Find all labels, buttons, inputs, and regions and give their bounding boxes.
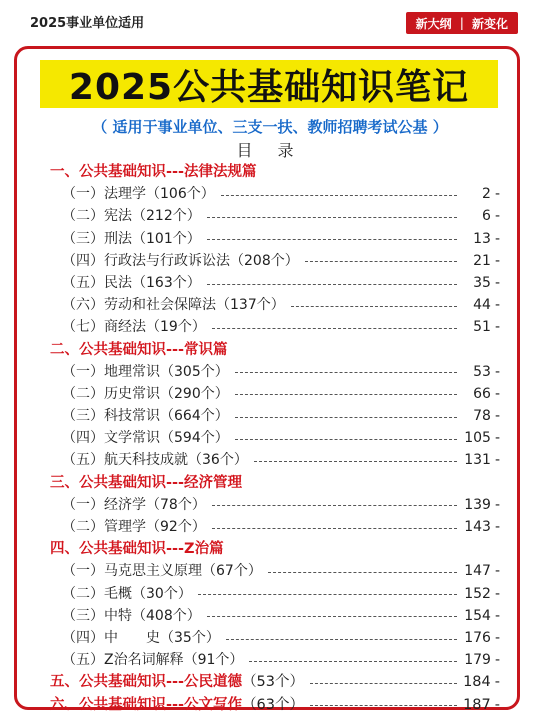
toc-dash: - xyxy=(494,408,500,425)
toc-section-count: （63个） xyxy=(242,696,305,713)
toc-section-title: 一、公共基础知识---法律法规篇 xyxy=(50,164,257,180)
toc-entry-label: （五）Z治名词解释（91个） xyxy=(62,652,244,669)
toc-entry-row xyxy=(50,183,500,205)
toc-entry-row xyxy=(50,205,500,227)
toc-entry-label: （五）航天科技成就（36个） xyxy=(62,452,248,469)
toc-leader xyxy=(235,417,457,418)
toc-entry-row xyxy=(50,583,500,605)
toc-section-row xyxy=(50,161,500,183)
toc-page-number: 66 xyxy=(473,385,491,402)
toc-dash: - xyxy=(494,585,500,602)
toc-dash: - xyxy=(494,274,500,291)
toc-leader xyxy=(207,239,457,240)
toc-entry-label: （二）宪法（212个） xyxy=(62,208,201,225)
toc-page-number: 139 xyxy=(464,496,491,513)
toc-page-number: 154 xyxy=(464,607,491,624)
toc-heading: 目 录 xyxy=(236,141,304,160)
toc-entry-label: （一）经济学（78个） xyxy=(62,496,206,513)
toc-entry-label: （四）中 史（35个） xyxy=(62,629,220,646)
toc-dash: - xyxy=(494,629,500,646)
toc-entry-label: （一）地理常识（305个） xyxy=(62,363,229,380)
toc-leader xyxy=(305,261,457,262)
toc-section-title: 五、公共基础知识---公民道德 xyxy=(50,674,243,691)
toc-dash: - xyxy=(494,452,500,469)
toc-entry-label: （四）文学常识（594个） xyxy=(62,430,229,447)
top-bar-tags xyxy=(406,12,518,34)
toc-entry-label: （二）管理学（92个） xyxy=(62,519,206,535)
toc-page-number: 51 xyxy=(473,319,491,336)
toc-dash: - xyxy=(494,519,500,535)
toc-page-number: 21 xyxy=(473,252,491,269)
toc-section-row xyxy=(50,538,500,560)
toc-entry-label: （六）劳动和社会保障法（137个） xyxy=(62,297,285,314)
toc-entry-row xyxy=(50,649,500,671)
toc-dash: - xyxy=(494,652,500,669)
toc-page-number: 184 xyxy=(463,674,491,691)
toc-leader xyxy=(268,572,457,573)
toc-dash: - xyxy=(494,252,500,269)
toc-entry-row xyxy=(50,228,500,250)
toc-page-number: 6 xyxy=(482,208,491,225)
toc-section-row xyxy=(50,694,500,716)
toc-leader xyxy=(235,439,457,440)
toc-dash: - xyxy=(494,385,500,402)
toc-page-number: 78 xyxy=(473,408,491,425)
table-of-contents xyxy=(50,161,500,716)
toc-dash: - xyxy=(494,674,500,691)
toc-dash: - xyxy=(494,208,500,225)
toc-entry-row xyxy=(50,383,500,405)
toc-section-row xyxy=(50,339,500,361)
toc-section-title: 六、公共基础知识---公文写作 xyxy=(50,696,243,713)
toc-leader xyxy=(212,528,457,529)
toc-leader xyxy=(207,217,457,218)
toc-leader xyxy=(212,505,457,506)
toc-page-number: 179 xyxy=(464,652,491,669)
toc-page-number: 44 xyxy=(473,297,491,314)
toc-entry-label: （四）行政法与行政诉讼法（208个） xyxy=(62,252,299,269)
toc-page-number: 176 xyxy=(464,629,491,646)
toc-page-number: 187 xyxy=(463,696,491,713)
toc-page-number: 35 xyxy=(473,274,491,291)
toc-entry-label: （一）马克思主义原理（67个） xyxy=(62,563,262,580)
toc-page-number: 152 xyxy=(464,585,491,602)
subtitle: （ 适用于事业单位、三支一扶、教师招聘考试公基 ） xyxy=(92,118,448,136)
page-title: 2025公共基础知识笔记 xyxy=(40,60,498,108)
toc-entry-row xyxy=(50,316,500,338)
toc-page-number: 53 xyxy=(473,363,491,380)
toc-page-number: 2 xyxy=(482,186,491,203)
tag-separator: | xyxy=(459,16,464,30)
toc-entry-label: （一）法理学（106个） xyxy=(62,186,215,203)
toc-entry-row xyxy=(50,627,500,649)
tag-new-changes: 新变化 xyxy=(471,16,508,31)
top-bar xyxy=(0,0,540,46)
toc-leader xyxy=(221,195,457,196)
toc-dash: - xyxy=(494,430,500,447)
toc-entry-row xyxy=(50,272,500,294)
toc-entry-row xyxy=(50,560,500,582)
toc-page-number: 131 xyxy=(464,452,491,469)
toc-entry-row xyxy=(50,405,500,427)
toc-section-row xyxy=(50,472,500,494)
toc-leader xyxy=(212,328,457,329)
toc-entry-label: （二）毛概（30个） xyxy=(62,585,192,602)
toc-entry-label: （二）历史常识（290个） xyxy=(62,385,229,402)
toc-leader xyxy=(207,616,457,617)
toc-leader xyxy=(198,594,457,595)
top-bar-title: 2025事业单位适用 xyxy=(30,16,145,31)
toc-dash: - xyxy=(494,496,500,513)
toc-entry-row xyxy=(50,250,500,272)
toc-section-row xyxy=(50,671,500,693)
toc-entry-row xyxy=(50,294,500,316)
toc-section-title: 二、公共基础知识---常识篇 xyxy=(50,341,228,358)
toc-entry-row xyxy=(50,605,500,627)
toc-leader xyxy=(207,284,457,285)
toc-page-number: 105 xyxy=(464,430,491,447)
toc-entry-label: （三）中特（408个） xyxy=(62,607,201,624)
toc-entry-label: （七）商经法（19个） xyxy=(62,319,206,336)
toc-entry-label: （三）科技常识（664个） xyxy=(62,408,229,425)
toc-section-title: 四、公共基础知识---Z治篇 xyxy=(50,541,224,558)
toc-section-count: （53个） xyxy=(242,674,305,691)
toc-entry-label: （五）民法（163个） xyxy=(62,274,201,291)
toc-dash: - xyxy=(494,563,500,580)
toc-entry-row xyxy=(50,427,500,449)
toc-dash: - xyxy=(494,186,500,203)
toc-section-title: 三、公共基础知识---经济管理 xyxy=(50,474,243,491)
toc-leader xyxy=(235,372,457,373)
toc-page-number: 143 xyxy=(464,519,491,535)
toc-entry-row xyxy=(50,494,500,516)
toc-page-number: 13 xyxy=(473,230,491,247)
toc-dash: - xyxy=(494,230,500,247)
toc-leader xyxy=(310,705,457,706)
tag-new-syllabus: 新大纲 xyxy=(415,16,452,31)
toc-dash: - xyxy=(494,363,500,380)
toc-dash: - xyxy=(494,696,500,713)
toc-leader xyxy=(291,306,457,307)
toc-dash: - xyxy=(494,297,500,314)
toc-entry-row xyxy=(50,516,500,538)
toc-leader xyxy=(254,461,457,462)
toc-entry-label: （三）刑法（101个） xyxy=(62,230,201,247)
toc-leader xyxy=(249,661,457,662)
toc-leader xyxy=(235,394,457,395)
toc-dash: - xyxy=(494,607,500,624)
toc-leader xyxy=(226,639,457,640)
toc-entry-row xyxy=(50,449,500,471)
toc-dash: - xyxy=(494,319,500,336)
toc-leader xyxy=(310,683,457,684)
toc-entry-row xyxy=(50,361,500,383)
toc-page-number: 147 xyxy=(464,563,491,580)
